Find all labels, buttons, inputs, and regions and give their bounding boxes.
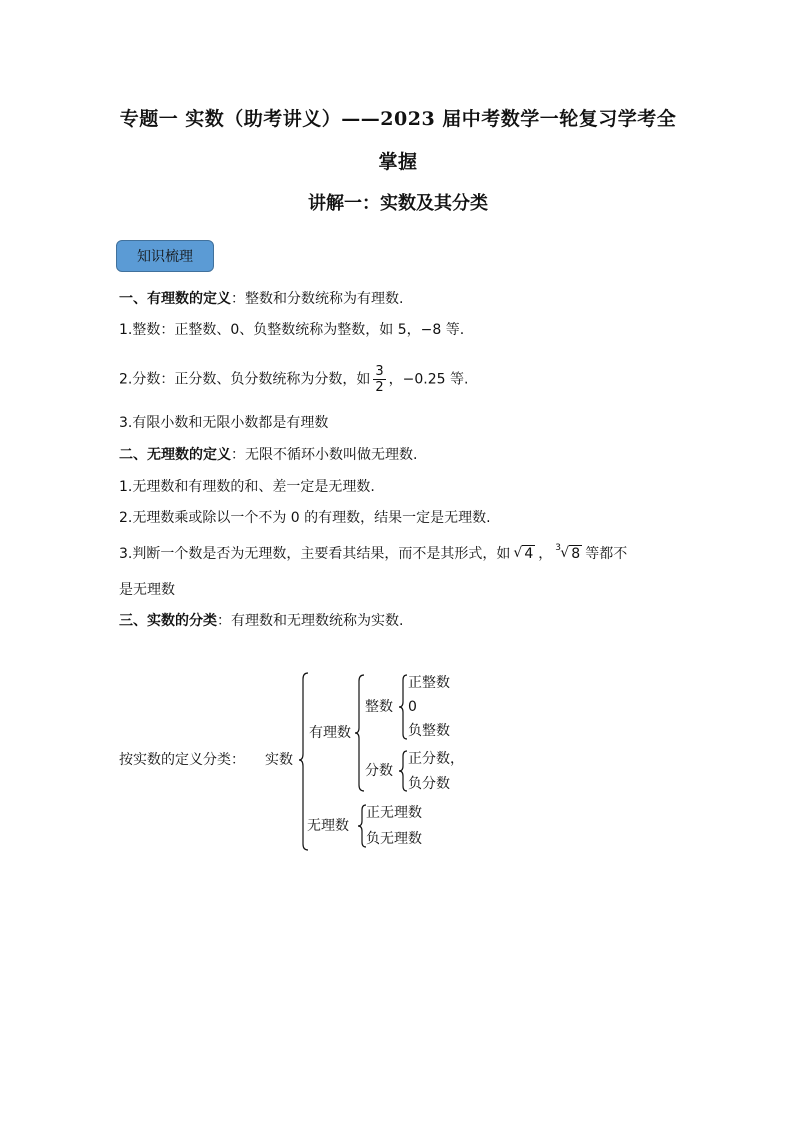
radicand-8: 8	[571, 546, 581, 562]
node-negative-irrational: 负无理数	[366, 831, 422, 847]
section-2-item-3-continued: 是无理数	[119, 582, 175, 598]
section-2-item-3-pre: 3.判断一个数是否为无理数，主要看其结果，而不是其形式，如	[119, 546, 511, 562]
section-2-item-2: 2.无理数乘或除以一个不为 0 的有理数，结果一定是无理数.	[119, 510, 491, 526]
node-integers: 整数	[365, 699, 393, 715]
section-2-item-3-sep: ，	[538, 546, 553, 562]
document-title-line-1: 专题一 实数（助考讲义）——2023 届中考数学一轮复习学考全	[119, 108, 677, 130]
node-fractions: 分数	[365, 763, 393, 779]
node-negative-integers: 负整数	[408, 723, 450, 739]
node-positive-fractions: 正分数，	[408, 751, 464, 767]
node-positive-integers: 正整数	[408, 675, 450, 691]
classification-lead: 按实数的定义分类：	[119, 752, 245, 768]
document-title-line-2: 掌握	[378, 151, 418, 173]
section-1-item-1: 1.整数：正整数、0、负整数统称为整数，如 5，−8 等.	[119, 322, 465, 338]
knowledge-badge-label: 知识梳理	[137, 249, 193, 265]
fraction-numerator: 3	[375, 364, 384, 379]
radical-sign-icon: √	[513, 545, 523, 561]
section-2-item-1: 1.无理数和有理数的和、差一定是无理数.	[119, 479, 375, 495]
radical-sign-icon: √	[560, 545, 570, 561]
node-rational-numbers: 有理数	[309, 725, 351, 741]
section-3-text: ：有理数和无理数统称为实数.	[217, 613, 404, 629]
brace-irrational-numbers	[358, 805, 366, 847]
section-1-item-3: 3.有限小数和无限小数都是有理数	[119, 415, 329, 431]
node-positive-irrational: 正无理数	[366, 805, 422, 821]
section-2-text: ：无限不循环小数叫做无理数.	[231, 447, 418, 463]
brace-fractions	[399, 751, 407, 791]
section-1-item-2-post: ，−0.25 等.	[388, 371, 469, 388]
radicand-4: 4	[524, 546, 534, 562]
node-negative-fractions: 负分数	[408, 776, 450, 792]
section-3-heading: 三、实数的分类	[119, 613, 217, 629]
section-1-heading: 一、有理数的定义	[119, 291, 231, 307]
section-subtitle: 讲解一：实数及其分类	[308, 193, 488, 214]
brace-integers	[399, 675, 407, 739]
brace-rational-numbers	[355, 675, 364, 791]
node-irrational-numbers: 无理数	[307, 818, 349, 834]
section-2-item-3-post: 等都不	[585, 546, 628, 562]
fraction-denominator: 2	[375, 380, 384, 395]
section-1-text: ：整数和分数统称为有理数.	[231, 291, 404, 307]
node-real-numbers: 实数	[265, 752, 293, 768]
section-1-item-2-pre: 2.分数：正分数、负分数统称为分数，如	[119, 371, 371, 388]
section-2-heading: 二、无理数的定义	[119, 447, 231, 463]
node-zero: 0	[408, 699, 417, 715]
root-index: 3	[555, 543, 562, 553]
